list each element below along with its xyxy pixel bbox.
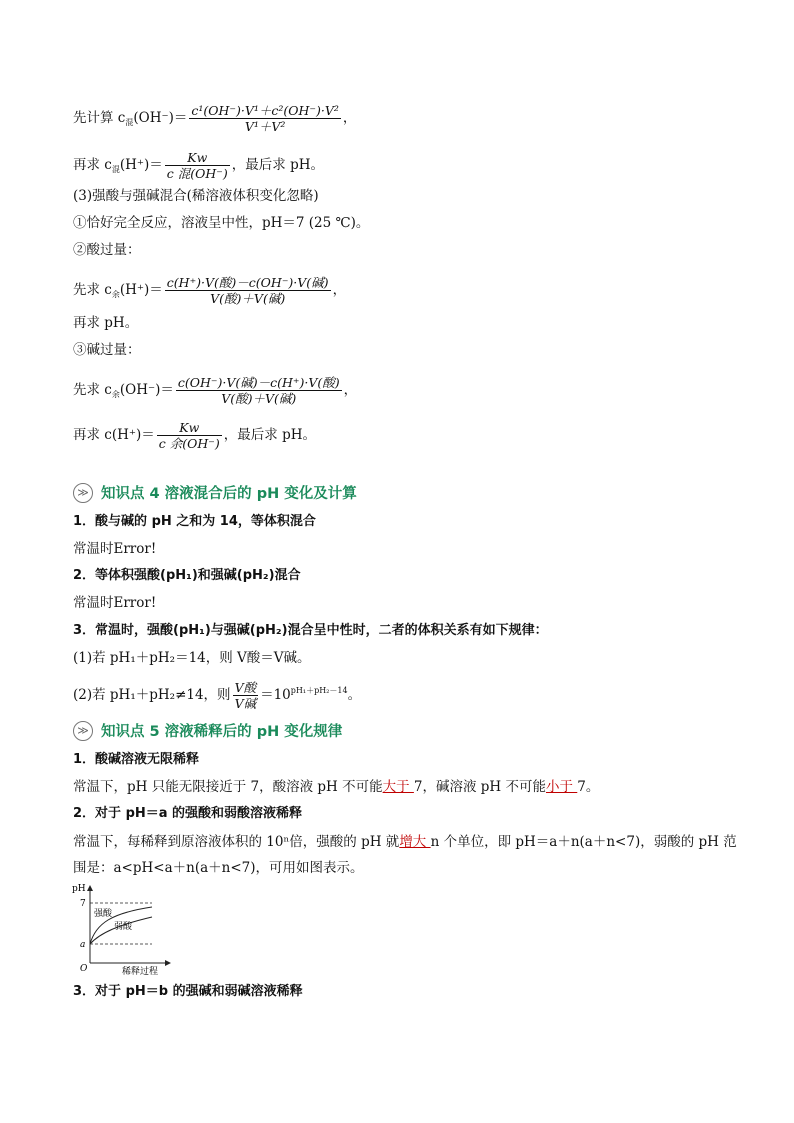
point-heading: 1．酸与碱的 pH 之和为 14，等体积混合 bbox=[73, 514, 316, 529]
text-line: (1)若 pH₁＋pH₂＝14，则 V酸＝V碱。 bbox=[73, 650, 311, 666]
fraction: $\frac{Kw}{\text{c 混(OH⁻)}}$ bbox=[166, 150, 228, 181]
chevron-right-icon: ≫ bbox=[73, 721, 93, 741]
x-label: 稀释过程 bbox=[122, 967, 159, 975]
series-strong-label: 强酸 bbox=[94, 909, 113, 919]
fill-answer: 增大 bbox=[399, 834, 431, 850]
section-5-heading: ≫ 知识点 5 溶液稀释后的 pH 变化规律 bbox=[73, 720, 342, 741]
fraction: $\frac{\text{c¹(OH⁻)·V¹＋c²(OH⁻)·V²}}{\text{V¹＋V²}}$ bbox=[191, 103, 339, 134]
point-heading: 3．常温时，强酸(pH₁)与强碱(pH₂)混合呈中性时，二者的体积关系有如下规律： bbox=[73, 623, 548, 638]
tick-a: a bbox=[80, 940, 86, 950]
fraction: $\frac{Kw}{\text{c 余(OH⁻)}}$ bbox=[158, 420, 220, 451]
formula-line-2: 再求 $c_混(H^+)=$ $\frac{Kw}{\text{c 混(OH⁻)}}$ ，最后求 pH。 bbox=[73, 150, 324, 181]
formula-line-10: 再求 c(H⁺)＝ $\frac{Kw}{\text{c 余(OH⁻)}}$ ，最后求 pH。 bbox=[73, 420, 316, 451]
text-line: 围是：a<pH<a＋n(a＋n<7)，可用如图表示。 bbox=[73, 860, 364, 876]
text-line: (3)强酸与强碱混合(稀溶液体积变化忽略) bbox=[73, 188, 319, 204]
formula-line: (2)若 pH₁＋pH₂≠14，则 $\frac{\text{V酸}}{\text{V碱}}$ $=10^{pH_1+pH_2-14}$。 bbox=[73, 680, 362, 711]
formula-line-9: 先求 $c_余(OH^-)=$ $\frac{\text{c(OH⁻)·V(碱)－c(H⁺)·V(酸)}}{\text{V(酸)＋V(碱)}}$ ， bbox=[73, 375, 358, 406]
x-axis-arrow bbox=[165, 960, 171, 966]
fraction: $\frac{\text{V酸}}{\text{V碱}}$ bbox=[234, 680, 257, 711]
formula-line-6: 先求 $c_余(H^+)=$ $\frac{\text{c(H⁺)·V(酸)－c(OH⁻)·V(碱)}}{\text{V(酸)＋V(碱)}}$ ， bbox=[73, 275, 347, 306]
series-weak-label: 弱酸 bbox=[114, 922, 133, 932]
text-line: ②酸过量： bbox=[73, 242, 141, 258]
y-label: pH bbox=[72, 884, 86, 894]
fill-answer: 小于 bbox=[545, 779, 578, 795]
fraction: $\frac{\text{c(H⁺)·V(酸)－c(OH⁻)·V(碱)}}{\text{V(酸)＋V(碱)}}$ bbox=[166, 275, 329, 306]
text-line: 常温下，每稀释到原溶液体积的 10ⁿ倍，强酸的 pH 就增大 n 个单位，即 pH＝a＋n(a＋n<7)，弱酸的 pH 范 bbox=[73, 834, 737, 850]
fill-answer: 大于 bbox=[382, 779, 414, 795]
text-line: 再求 pH。 bbox=[73, 315, 139, 331]
tick-7: 7 bbox=[80, 899, 86, 909]
point-heading: 3．对于 pH＝b 的强碱和弱碱溶液稀释 bbox=[73, 984, 303, 999]
point-heading: 2．等体积强酸(pH₁)和强碱(pH₂)混合 bbox=[73, 568, 301, 583]
point-heading: 1．酸碱溶液无限稀释 bbox=[73, 752, 200, 767]
dilution-figure bbox=[70, 883, 180, 975]
text-line: 常温时Error! bbox=[73, 595, 157, 611]
text-line: ①恰好完全反应，溶液呈中性，pH＝7 (25 ℃)。 bbox=[73, 215, 370, 231]
text-line: ③碱过量： bbox=[73, 342, 141, 358]
y-axis-arrow bbox=[87, 885, 93, 891]
origin-label: O bbox=[80, 964, 88, 974]
chevron-right-icon: ≫ bbox=[73, 483, 93, 503]
formula-line-1: 先计算 $c_混(OH^-)=$ $\frac{\text{c¹(OH⁻)·V¹＋c²(OH⁻)·V²}}{\text{V¹＋V²}}$ ， bbox=[73, 103, 357, 134]
text-line: 常温时Error! bbox=[73, 541, 157, 557]
section-4-heading: ≫ 知识点 4 溶液混合后的 pH 变化及计算 bbox=[73, 482, 357, 503]
fraction: $\frac{\text{c(OH⁻)·V(碱)－c(H⁺)·V(酸)}}{\text{V(酸)＋V(碱)}}$ bbox=[177, 375, 340, 406]
text-line: 常温下，pH 只能无限接近于 7，酸溶液 pH 不可能大于 7，碱溶液 pH 不可能小于 7。 bbox=[73, 779, 600, 795]
point-heading: 2．对于 pH＝a 的强酸和弱酸溶液稀释 bbox=[73, 806, 303, 821]
